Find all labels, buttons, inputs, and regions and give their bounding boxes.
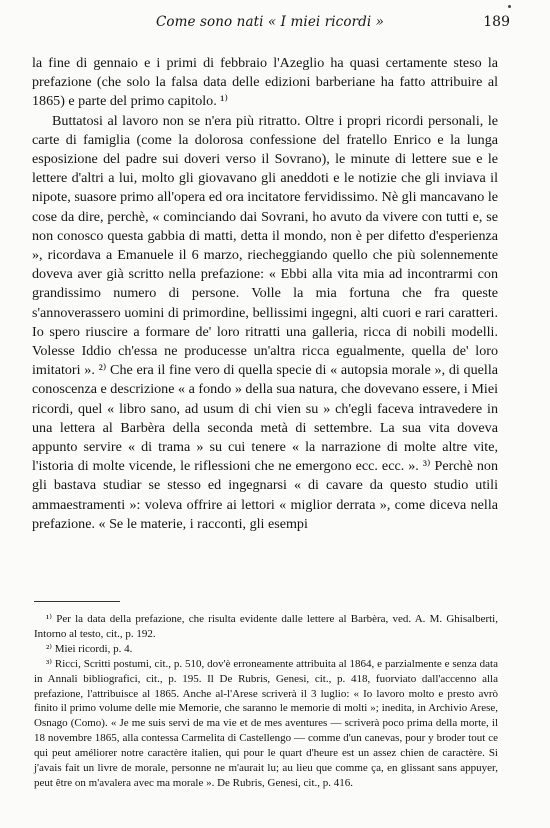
footnote-1: ¹⁾ Per la data della prefazione, che risulta evidente dalle lettere al Barbèra, ved. A. M. Ghisalberti, Intorno al testo, cit., p. 192. bbox=[34, 613, 498, 640]
footnote-separator bbox=[34, 601, 120, 602]
footnotes bbox=[34, 612, 498, 791]
main-text bbox=[32, 54, 498, 534]
print-speck bbox=[508, 5, 511, 8]
paragraph-continuation: la fine di gennaio e i primi di febbraio l'Azeglio ha quasi certamente steso la prefazione (che solo la falsa data delle edizioni barberiane ha fatto attribuire al 1865) e parte del primo capitolo. ¹⁾ bbox=[32, 55, 498, 110]
footnote-2: ²⁾ Miei ricordi, p. 4. bbox=[46, 642, 133, 655]
page-header bbox=[30, 12, 510, 32]
page-number: 189 bbox=[483, 14, 510, 30]
paragraph: Buttatosi al lavoro non se n'era più ritratto. Oltre i propri ricordi personali, le carte di famiglia (come la dolorosa confessione del fratello Enrico e la lunga esposizione del padre sui doveri verso il Sovrano), le minute di lettere sue e le lettere d'altri a lui, molto gli giovavano gli aneddoti e le notizie che gli inviava il nipote, suasore primo all'opera ed ora incitatore fervidissimo. Nè gli mancavano le cose da dire, perchè, « cominciando dai Sovrani, ho avuto da vivere con tutti e, se non conosco questa gabbia di matti, detta il mondo, non è per difetto d'esperienza », ricordava a Emanuele il 6 marzo, riecheggiando quello che più solennemente doveva aver già scritto nella prefazione: « Ebbi alla vita mia ad incontrarmi con grandissimo numero di persone. Volle la mia fortuna che fra queste s'annoverassero uomini di primordine, bellissimi ingegni, alti cuori e rari caratteri. Io spero riuscire a formare de' loro ritratti una galleria, ricca di nobili modelli. Volesse Iddio ch'essa ne producesse un'altra ricca egualmente, quella de' loro imitatori ». ²⁾ Che era il fine vero di quella specie di « autopsia morale », di quella conoscenza e descrizione « a fondo » della sua natura, che dovevano essere, i Miei ricordi, quel « libro sano, ad usum di chi vien su » ch'egli faceva intravedere in una lettera al Barbèra della seconda metà di settembre. La sua vita doveva appunto servire « di trama » su cui tenere « la narrazione di molte altre vite, l'istoria di molte vicende, le riflessioni che ne emergono ecc. ecc. ». ³⁾ Perchè non gli bastava studiar se stesso ed ingegnarsi « di cavare da questo studio utili ammaestramenti »: voleva offrire ai lettori « miglior derrata », come diceva nella prefazione. « Se le materie, i racconti, gli esempi bbox=[32, 112, 498, 532]
running-title: Come sono nati « I miei ricordi » bbox=[155, 14, 385, 30]
footnote-3: ³⁾ Ricci, Scritti postumi, cit., p. 510, dov'è erroneamente attribuita al 1864, e parzialmente e senza data in Annali bibliografici, cit., p. 195. Il De Rubris, Genesi, cit., p. 418, fuorviato dall'accenno alla prefazione, l'attribuisce al 1865. Anche al-l'Arese scriverà il 3 luglio: « Io lavoro molto e presto avrò finito il primo volume delle mie Memorie, che saranno le memorie di molti »; inedita, in Archivio Arese, Osnago (Como). « Je me suis servi de ma vie et de mes aventures — scriverà poco prima della morte, il 18 novembre 1865, alla contessa Carmelita di Castellengo — comme d'un canevas, pour y broder tout ce qui peut améliorer notre caractère italien, qui pour le quart d'heure est un assez chien de caractère. Si j'avais fait un livre de morale, personne ne m'aurait lu; au lieu que comme ça, en glissant sans appuyer, peut être on m'avalera avec ma morale ». De Rubris, Genesi, cit., p. 416. bbox=[34, 657, 498, 789]
